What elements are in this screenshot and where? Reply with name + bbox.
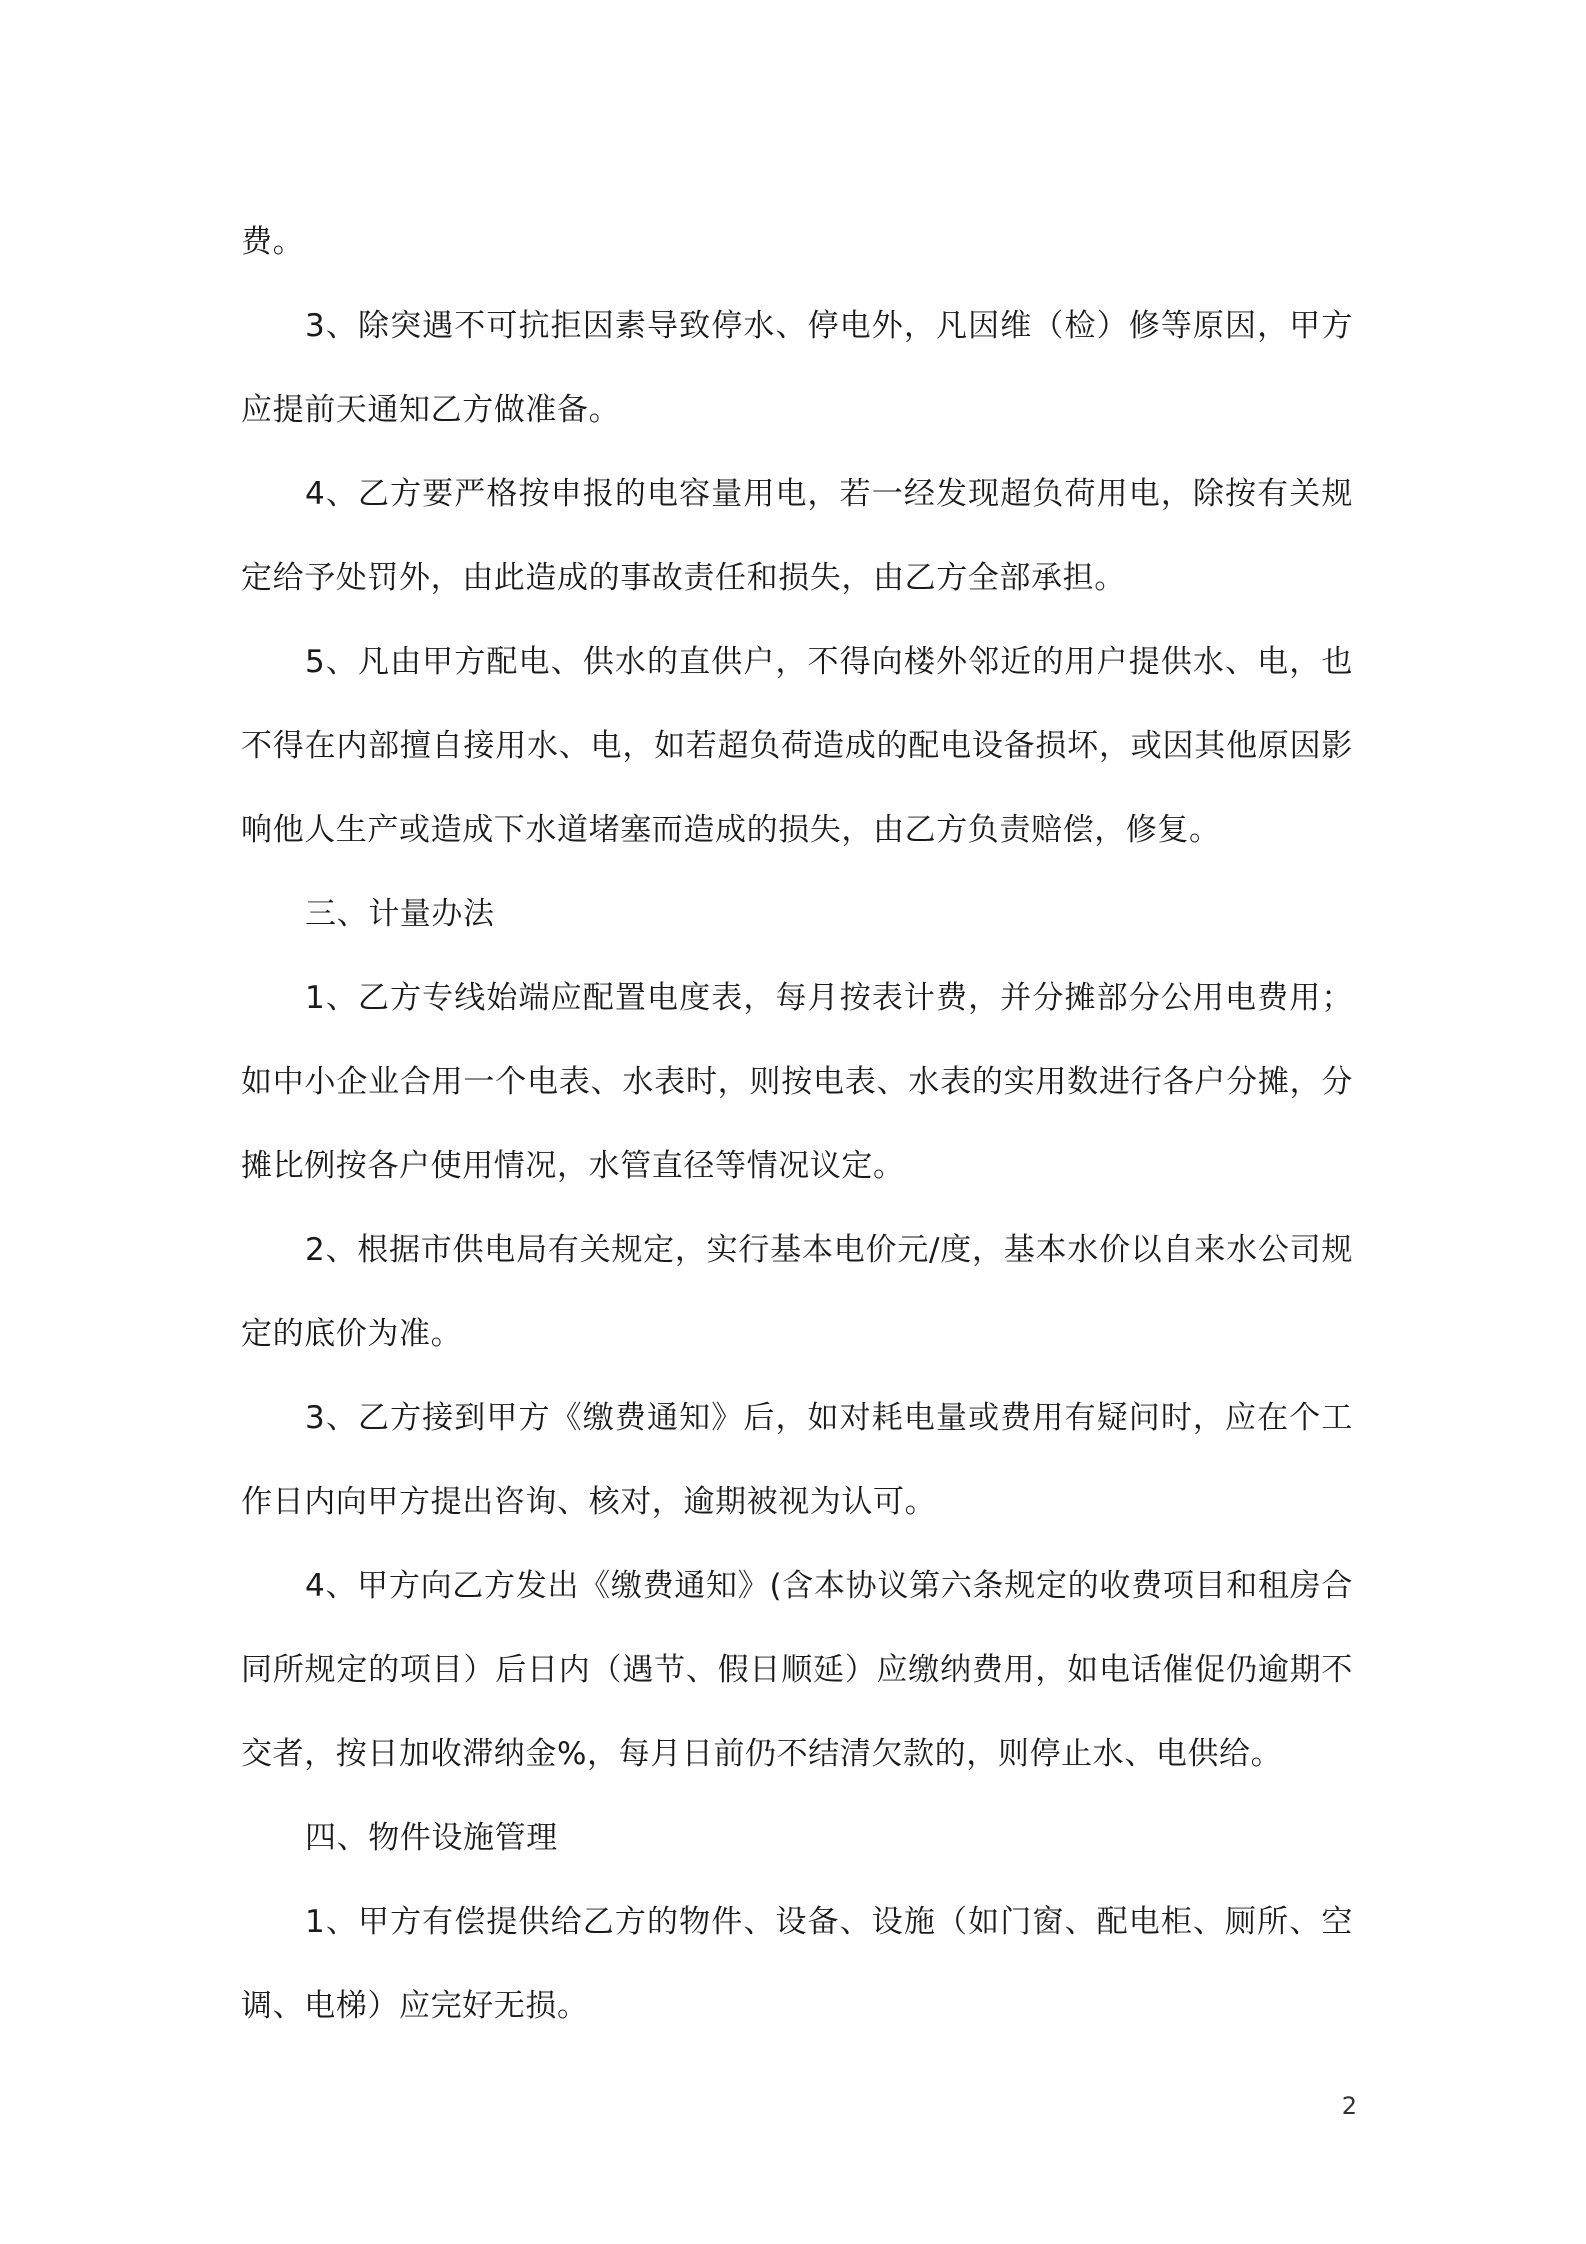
paragraph: 4、甲方向乙方发出《缴费通知》(含本协议第六条规定的收费项目和租房合同所规定的项目）后日内（遇节、假日顺延）应缴纳费用，如电话催促仍逾期不交者，按日加收滞纳金%，每月日前仍不结清欠款的，则停止水、电供给。	[241, 1568, 1353, 1772]
page-number: 2	[1341, 2092, 1357, 2120]
paragraph: 1、甲方有偿提供给乙方的物件、设备、设施（如门窗、配电柜、厕所、空调、电梯）应完好无损。	[241, 1904, 1353, 2024]
section-heading: 四、物件设施管理	[305, 1820, 558, 1856]
document-body	[241, 200, 1353, 2048]
paragraph: 3、除突遇不可抗拒因素导致停水、停电外，凡因维（检）修等原因，甲方应提前天通知乙方做准备。	[241, 308, 1353, 428]
paragraph: 5、凡由甲方配电、供水的直供户，不得向楼外邻近的用户提供水、电，也不得在内部擅自接用水、电，如若超负荷造成的配电设备损坏，或因其他原因影响他人生产或造成下水道堵塞而造成的损失，由乙方负责赔偿，修复。	[241, 644, 1353, 848]
paragraph: 4、乙方要严格按申报的电容量用电，若一经发现超负荷用电，除按有关规定给予处罚外，由此造成的事故责任和损失，由乙方全部承担。	[241, 476, 1353, 596]
paragraph: 1、乙方专线始端应配置电度表，每月按表计费，并分摊部分公用电费用；如中小企业合用一个电表、水表时，则按电表、水表的实用数进行各户分摊，分摊比例按各户使用情况，水管直径等情况议定。	[241, 980, 1353, 1184]
paragraph: 2、根据市供电局有关规定，实行基本电价元/度，基本水价以自来水公司规定的底价为准。	[241, 1232, 1353, 1352]
paragraph: 3、乙方接到甲方《缴费通知》后，如对耗电量或费用有疑问时，应在个工作日内向甲方提出咨询、核对，逾期被视为认可。	[241, 1400, 1353, 1520]
paragraph: 费。	[241, 224, 305, 260]
section-heading: 三、计量办法	[305, 896, 495, 932]
